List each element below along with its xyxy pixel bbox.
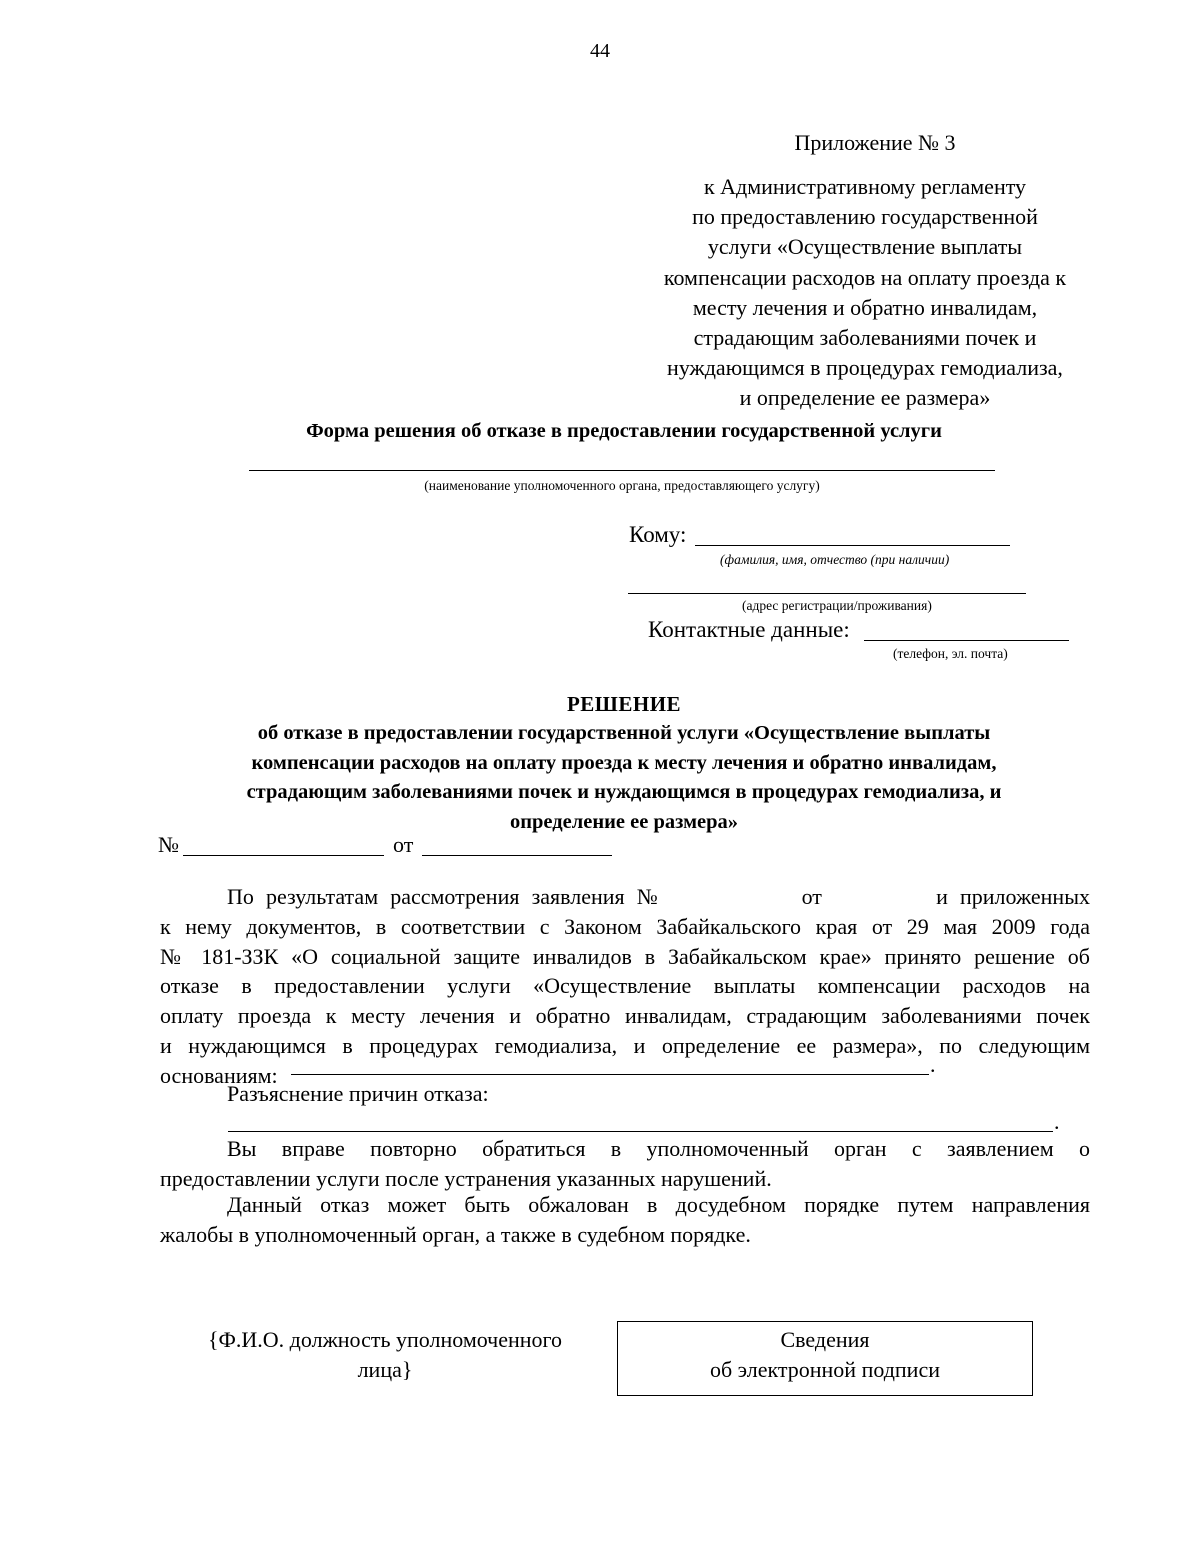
- grounds-period: .: [930, 1052, 936, 1077]
- appendix-title: Приложение № 3: [794, 130, 956, 155]
- appendix-line: к Административному регламенту: [703, 174, 1027, 199]
- body-line: предоставлении услуги после устранения указанных нарушений.: [160, 1165, 772, 1191]
- page-number: 44: [590, 40, 610, 62]
- body-line: и нуждающимся в процедурах гемодиализа, и определение ее размера», по следующим: [160, 1032, 1090, 1058]
- body-line: основаниям:: [160, 1062, 278, 1088]
- to-label: Кому:: [629, 522, 687, 547]
- decision-number-label: №: [158, 832, 179, 857]
- appendix-line: услуги «Осуществление выплаты: [707, 234, 1023, 260]
- appeal-paragraph: [160, 1190, 1090, 1250]
- decision-subtitle-line: страдающим заболеваниями почек и нуждающимся в процедурах гемодиализа, и: [246, 781, 1002, 803]
- body-line: оплату проезда к месту лечения и обратно инвалидам, страдающим заболеваниями почек: [160, 1003, 1090, 1029]
- grounds-field[interactable]: [291, 1074, 929, 1075]
- body-line: № 181-ЗЗК «О социальной защите инвалидов в Забайкальском крае» принято решение об: [160, 943, 1090, 969]
- body-line: к нему документов, в соответствии с Законом Забайкальского края от 29 мая 2009 года: [160, 913, 1090, 939]
- body-line: жалобы в уполномоченный орган, а также в судебном порядке.: [160, 1221, 751, 1247]
- signature-box-line: Сведения: [780, 1327, 870, 1352]
- reapply-paragraph: [160, 1134, 1090, 1194]
- appendix-line: и определение ее размера»: [739, 385, 991, 411]
- body-line: отказе в предоставлении услуги «Осуществление выплаты компенсации расходов на: [160, 973, 1090, 999]
- appendix-line: месту лечения и обратно инвалидам,: [692, 294, 1038, 320]
- contact-label: Контактные данные:: [648, 617, 850, 642]
- appendix-line: компенсации расходов на оплату проезда к: [663, 264, 1067, 290]
- decision-subtitle: [165, 719, 1083, 837]
- decision-subtitle-line: об отказе в предоставлении государственной услуги «Осуществление выплаты: [257, 722, 991, 744]
- recipient-name-field[interactable]: [695, 545, 1010, 546]
- refusal-reason-field[interactable]: [228, 1131, 1053, 1132]
- address-caption: (адрес регистрации/проживания): [742, 598, 932, 613]
- decision-date-field[interactable]: [422, 855, 612, 856]
- appendix-line: страдающим заболеваниями почек и: [693, 325, 1037, 351]
- appendix-reference: [620, 172, 1110, 414]
- body-line: Вы вправе повторно обратиться в уполномоченный орган с заявлением о: [227, 1136, 1090, 1161]
- decision-body-paragraph: [160, 882, 1090, 1091]
- fio-caption: (фамилия, имя, отчество (при наличии): [720, 552, 950, 567]
- body-line: По результатам рассмотрения заявления № от и приложенных: [227, 884, 1090, 909]
- signer-line: {Ф.И.О. должность уполномоченного: [207, 1327, 563, 1352]
- address-field[interactable]: [628, 593, 1026, 594]
- decision-title: РЕШЕНИЕ: [566, 692, 682, 716]
- signature-box-line: об электронной подписи: [709, 1357, 940, 1382]
- signer-block: [180, 1325, 590, 1385]
- refusal-reason-label: Разъяснение причин отказа:: [227, 1081, 489, 1106]
- contact-caption: (телефон, эл. почта): [893, 646, 1008, 661]
- authority-caption: (наименование уполномоченного органа, предоставляющего услугу): [424, 478, 820, 493]
- refusal-period: .: [1054, 1109, 1060, 1134]
- appendix-line: нуждающимся в процедурах гемодиализа,: [667, 355, 1063, 381]
- decision-number-field[interactable]: [183, 855, 384, 856]
- decision-subtitle-line: компенсации расходов на оплату проезда к месту лечения и обратно инвалидам,: [251, 751, 997, 774]
- appendix-line: по предоставлению государственной: [692, 204, 1038, 230]
- authority-name-field[interactable]: [249, 470, 995, 471]
- signer-line: лица}: [357, 1357, 413, 1382]
- form-title: Форма решения об отказе в предоставлении государственной услуги: [306, 420, 942, 442]
- electronic-signature-text: [617, 1325, 1033, 1385]
- decision-date-label: от: [393, 832, 414, 857]
- contact-field[interactable]: [864, 640, 1069, 641]
- decision-subtitle-line: определение ее размера»: [509, 810, 739, 833]
- body-line: Данный отказ может быть обжалован в досудебном порядке путем направления: [227, 1192, 1090, 1217]
